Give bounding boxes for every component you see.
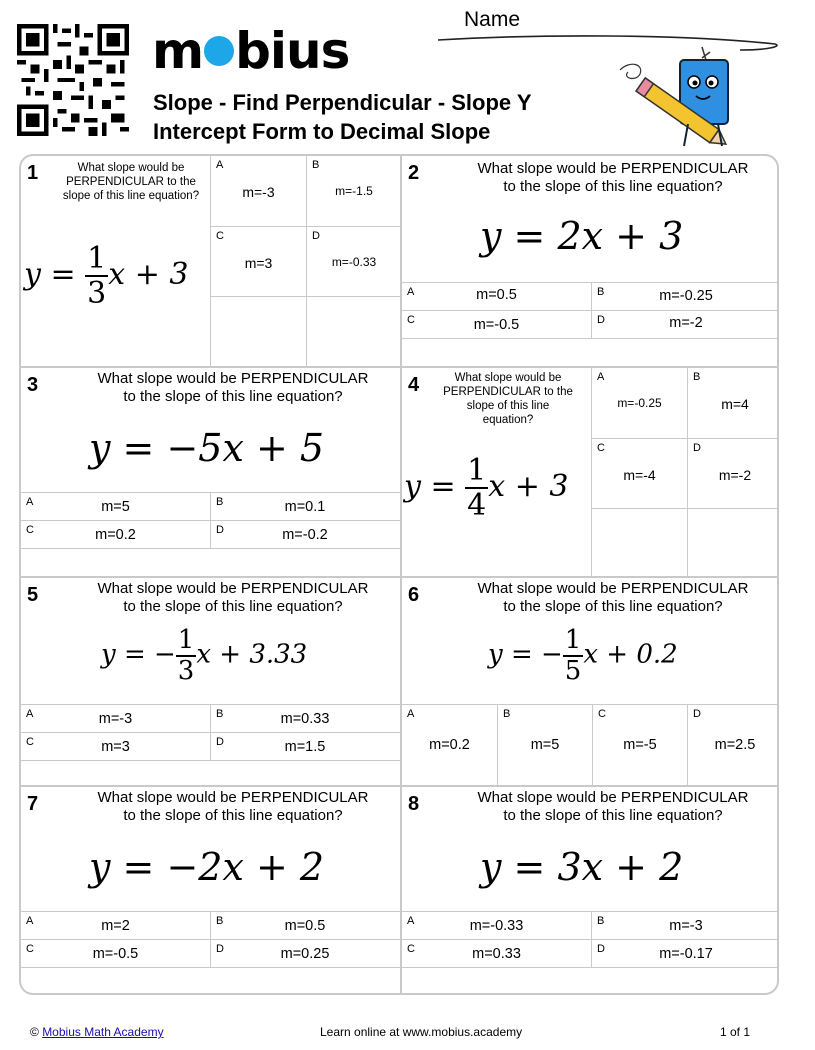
question-text: What slope would be PERPENDICULAR to the slope of this line equation?: [97, 789, 369, 824]
problem-number: 2: [408, 162, 420, 184]
problem-6: [402, 578, 779, 788]
answer-a[interactable]: A m=0.2: [407, 708, 470, 753]
problem-number: 7: [27, 793, 39, 815]
blank-box: [592, 508, 687, 578]
answer-d[interactable]: D m=0.25: [210, 940, 399, 968]
answer-row: [402, 310, 779, 339]
answer-c[interactable]: C m=-4: [592, 438, 687, 508]
question-text: What slope would be PERPENDICULAR to the slope of this line equation?: [443, 372, 573, 426]
blank-box: [211, 296, 306, 366]
droplet-logo-icon: [204, 36, 234, 66]
answer-row: [402, 911, 779, 940]
question-text: What slope would be PERPENDICULAR to the slope of this line equation?: [477, 160, 749, 195]
mascot-pencil-icon: [610, 42, 740, 154]
answer-row: [21, 492, 400, 521]
problem-grid: [19, 154, 779, 995]
question-text: What slope would be PERPENDICULAR to the slope of this line equation?: [477, 580, 749, 615]
problem-8: [402, 787, 779, 995]
fraction: $\frac{1}{5}$: [564, 625, 582, 686]
answer-b[interactable]: B m=5: [497, 705, 592, 787]
line-equation: y = 3x + 2: [480, 845, 684, 889]
answer-row: [402, 704, 779, 787]
answer-d[interactable]: D m=-0.2: [210, 521, 399, 549]
line-equation: y = − $\frac{1}{3}$ x + 3.33: [101, 625, 308, 686]
problem-4: [402, 368, 779, 578]
fraction: $\frac{1}{4}$: [467, 453, 487, 523]
blank-row: [21, 967, 400, 995]
qr-code: [17, 24, 129, 136]
answer-row: [21, 704, 400, 733]
answer-d[interactable]: D m=-2: [591, 311, 779, 339]
question-text: What slope would be PERPENDICULAR to the slope of this line equation?: [62, 162, 200, 202]
problem-5: [21, 578, 400, 788]
problem-1: [21, 156, 400, 366]
answer-b[interactable]: B m=-3: [591, 912, 779, 940]
answer-row: [21, 520, 400, 549]
problem-2: [402, 156, 779, 366]
page-number: 1 of 1: [720, 1025, 751, 1039]
answer-c[interactable]: C m=-5: [592, 705, 687, 787]
answer-b[interactable]: B m=-1.5: [306, 156, 401, 226]
answer-b[interactable]: B m=0.1: [210, 493, 399, 521]
answer-c[interactable]: C m=3: [26, 736, 130, 755]
answer-a[interactable]: A m=2: [26, 915, 130, 934]
answer-d[interactable]: D m=-0.33: [306, 226, 401, 296]
answer-row: [21, 911, 400, 940]
footer-copyright: © Mobius Math Academy: [30, 1025, 164, 1039]
line-equation: y = −5x + 5: [89, 426, 325, 470]
line-equation: y = $\frac{1}{4}$ x + 3: [404, 453, 569, 523]
blank-row: [402, 967, 779, 995]
blank-row: [402, 338, 779, 367]
answer-row: [402, 282, 779, 311]
answer-b[interactable]: B m=-0.25: [591, 283, 779, 311]
academy-link[interactable]: Mobius Math Academy: [42, 1025, 164, 1039]
answer-grid: [210, 156, 401, 366]
fraction: $\frac{1}{3}$: [87, 241, 107, 311]
mobius-logo: m bius: [152, 22, 350, 80]
answer-b[interactable]: B m=4: [687, 368, 779, 438]
answer-b[interactable]: B m=0.33: [210, 705, 399, 733]
answer-c[interactable]: C m=0.33: [407, 943, 521, 962]
answer-c[interactable]: C m=-0.5: [407, 314, 520, 333]
answer-c[interactable]: C m=3: [211, 226, 306, 296]
answer-c[interactable]: C m=-0.5: [26, 943, 139, 962]
problem-number: 8: [408, 793, 420, 815]
problem-number: 1: [27, 162, 39, 184]
answer-a[interactable]: A m=0.5: [407, 286, 517, 303]
worksheet-title: Slope - Find Perpendicular - Slope Y Intercept Form to Decimal Slope: [153, 90, 532, 144]
footer-learn-online: Learn online at www.mobius.academy: [320, 1025, 523, 1039]
blank-row: [21, 548, 400, 577]
answer-grid: [591, 368, 779, 578]
answer-d[interactable]: D m=-2: [687, 438, 779, 508]
line-equation: y = 2x + 3: [480, 214, 684, 258]
blank-row: [21, 760, 400, 787]
answer-d[interactable]: D m=2.5: [687, 705, 779, 787]
question-text: What slope would be PERPENDICULAR to the slope of this line equation?: [477, 789, 749, 824]
line-equation: y = − $\frac{1}{5}$ x + 0.2: [488, 625, 678, 686]
answer-c[interactable]: C m=0.2: [26, 524, 136, 543]
problem-7: [21, 787, 400, 995]
answer-d[interactable]: D m=1.5: [210, 733, 399, 761]
line-equation: y = −2x + 2: [89, 845, 325, 889]
answer-row: [21, 939, 400, 968]
answer-row: [21, 732, 400, 761]
answer-a[interactable]: A m=-0.33: [407, 915, 524, 934]
answer-a[interactable]: A m=-3: [26, 708, 133, 727]
problem-number: 3: [27, 374, 39, 396]
question-text: What slope would be PERPENDICULAR to the slope of this line equation?: [97, 580, 369, 615]
problem-number: 4: [408, 374, 420, 396]
answer-a[interactable]: A m=5: [26, 496, 130, 515]
fraction: $\frac{1}{3}$: [177, 625, 195, 686]
line-equation: y = $\frac{1}{3}$ x + 3: [24, 241, 189, 311]
answer-a[interactable]: A m=-3: [216, 159, 275, 200]
question-text: What slope would be PERPENDICULAR to the slope of this line equation?: [97, 370, 369, 405]
blank-box: [687, 508, 779, 578]
answer-b[interactable]: B m=0.5: [210, 912, 399, 940]
answer-d[interactable]: D m=-0.17: [591, 940, 779, 968]
name-label: Name: [464, 8, 521, 31]
answer-row: [402, 939, 779, 968]
problem-number: 6: [408, 584, 420, 606]
problem-3: [21, 368, 400, 578]
answer-a[interactable]: A m=-0.25: [597, 371, 662, 410]
problem-number: 5: [27, 584, 39, 606]
blank-box: [306, 296, 401, 366]
